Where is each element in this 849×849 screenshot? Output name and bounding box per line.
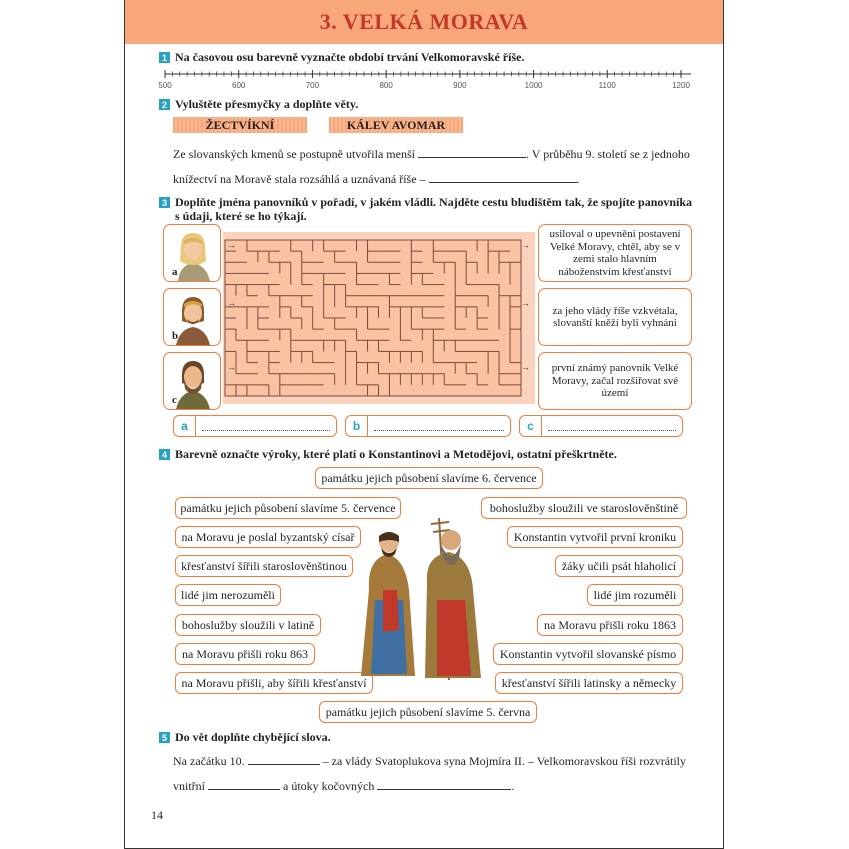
answer-field-c[interactable]: c bbox=[519, 415, 683, 437]
ruler-fact-2: za jeho vlády říše vzkvétala, slovanští kněží byli vyhnáni bbox=[538, 288, 692, 346]
maze-entry-arrow-icon: → bbox=[227, 298, 236, 308]
statement-right-6[interactable]: Konstantin vytvořil slovanské písmo bbox=[493, 643, 683, 665]
anagram-2: KÁLEV AVOMAR bbox=[329, 117, 463, 133]
task1-instruction: Na časovou osu barevně vyznačte období trvání Velkomoravské říše. bbox=[175, 50, 525, 64]
blank-field[interactable] bbox=[418, 147, 526, 158]
timeline-tick-label: 700 bbox=[305, 81, 320, 90]
task-number-4: 4 bbox=[159, 449, 170, 460]
statement-left-2[interactable]: na Moravu je poslal byzantský císař bbox=[175, 526, 361, 548]
blank-field[interactable] bbox=[429, 172, 577, 183]
task5-sentence-1: Na začátku 10. – za vlády Svatoplukova syna Mojmíra II. – Velkomoravskou říši rozvrátily bbox=[173, 754, 687, 768]
maze-exit-arrow-icon: → bbox=[521, 362, 530, 372]
ruler-fact-1: usiloval o upevnění postavení Velké Moravy, chtěl, aby se v zemi stalo hlavním náboženstvím křesťanství bbox=[538, 224, 692, 282]
task-number-1: 1 bbox=[159, 52, 170, 63]
ruler-portrait-a: a bbox=[163, 224, 221, 282]
maze[interactable] bbox=[223, 232, 535, 404]
task2-sentence-1: Ze slovanských kmenů se postupně utvořila menší . V průběhu 9. století se z jednoho bbox=[173, 147, 690, 161]
statement-left-5[interactable]: bohoslužby sloužili v latině bbox=[175, 614, 321, 636]
statement-right-1[interactable]: bohoslužby sloužili ve staroslověnštině bbox=[481, 497, 687, 519]
saints-illustration bbox=[353, 510, 487, 686]
blank-field[interactable] bbox=[208, 779, 280, 790]
answer-field-b[interactable]: b bbox=[345, 415, 511, 437]
maze-exit-arrow-icon: → bbox=[521, 240, 530, 250]
timeline-tick-label: 800 bbox=[379, 81, 393, 90]
statement-right-2[interactable]: Konstantin vytvořil první kroniku bbox=[507, 526, 683, 548]
timeline-tick-label: 500 bbox=[158, 81, 172, 90]
ruler-portrait-c: c bbox=[163, 352, 221, 410]
task3-instruction: Doplňte jména panovníků v pořadí, v jakém vládli. Najděte cestu bludištěm tak, že spojíte panovníka s údaji, které se ho týkají. bbox=[175, 195, 693, 223]
statement-right-7[interactable]: křesťanství šířili latinsky a německy bbox=[495, 672, 683, 694]
statement-right-5[interactable]: na Moravu přišli roku 1863 bbox=[537, 614, 683, 636]
statement-right-3[interactable]: žáky učili psát hlaholicí bbox=[555, 555, 683, 577]
ruler-fact-3: první známý panovník Velké Moravy, začal rozšiřovat své území bbox=[538, 352, 692, 410]
statement-left-1[interactable]: památku jejich působení slavíme 5. července bbox=[175, 497, 401, 519]
blank-field[interactable] bbox=[377, 779, 511, 790]
timeline-axis[interactable] bbox=[158, 66, 701, 90]
task4-instruction: Barevně označte výroky, které platí o Konstantinovi a Metodějovi, ostatní přeškrtněte. bbox=[175, 447, 617, 461]
chapter-banner bbox=[125, 0, 723, 44]
task5-instruction: Do vět doplňte chybějící slova. bbox=[175, 730, 331, 744]
statement-top[interactable]: památku jejich působení slavíme 6. července bbox=[315, 467, 543, 489]
statement-bottom[interactable]: památku jejich působení slavíme 5. června bbox=[319, 701, 537, 723]
task2-instruction: Vyluštěte přesmyčky a doplňte věty. bbox=[175, 97, 359, 111]
page-number: 14 bbox=[151, 808, 163, 822]
task-number-3: 3 bbox=[159, 197, 170, 208]
timeline-tick-label: 900 bbox=[453, 81, 467, 90]
task-number-2: 2 bbox=[159, 99, 170, 110]
timeline-tick-label: 1200 bbox=[672, 81, 690, 90]
maze-entry-arrow-icon: → bbox=[227, 362, 236, 372]
statement-left-6[interactable]: na Moravu přišli roku 863 bbox=[175, 643, 315, 665]
maze-exit-arrow-icon: → bbox=[521, 298, 530, 308]
timeline-tick-label: 1100 bbox=[598, 81, 616, 90]
task5-sentence-2: vnitřní a útoky kočovných . bbox=[173, 779, 515, 793]
ruler-portrait-b: b bbox=[163, 288, 221, 346]
statement-left-7[interactable]: na Moravu přišli, aby šířili křesťanství bbox=[175, 672, 373, 694]
task-number-5: 5 bbox=[159, 732, 170, 743]
statement-right-4[interactable]: lidé jim rozuměli bbox=[587, 584, 683, 606]
statement-left-4[interactable]: lidé jim nerozuměli bbox=[175, 584, 281, 606]
chapter-title: 3. VELKÁ MORAVA bbox=[319, 9, 529, 34]
timeline-tick-label: 1000 bbox=[524, 81, 543, 90]
maze-entry-arrow-icon: → bbox=[227, 240, 236, 250]
anagram-1: ŽECTVÍKNÍ bbox=[173, 117, 307, 133]
blank-field[interactable] bbox=[248, 754, 320, 765]
timeline-tick-label: 600 bbox=[232, 81, 246, 90]
statement-left-3[interactable]: křesťanství šířili staroslověnštinou bbox=[175, 555, 353, 577]
workbook-page bbox=[124, 0, 724, 849]
task2-sentence-2: knížectví na Moravě stala rozsáhlá a uznávaná říše – . bbox=[173, 172, 580, 186]
answer-field-a[interactable]: a bbox=[173, 415, 337, 437]
